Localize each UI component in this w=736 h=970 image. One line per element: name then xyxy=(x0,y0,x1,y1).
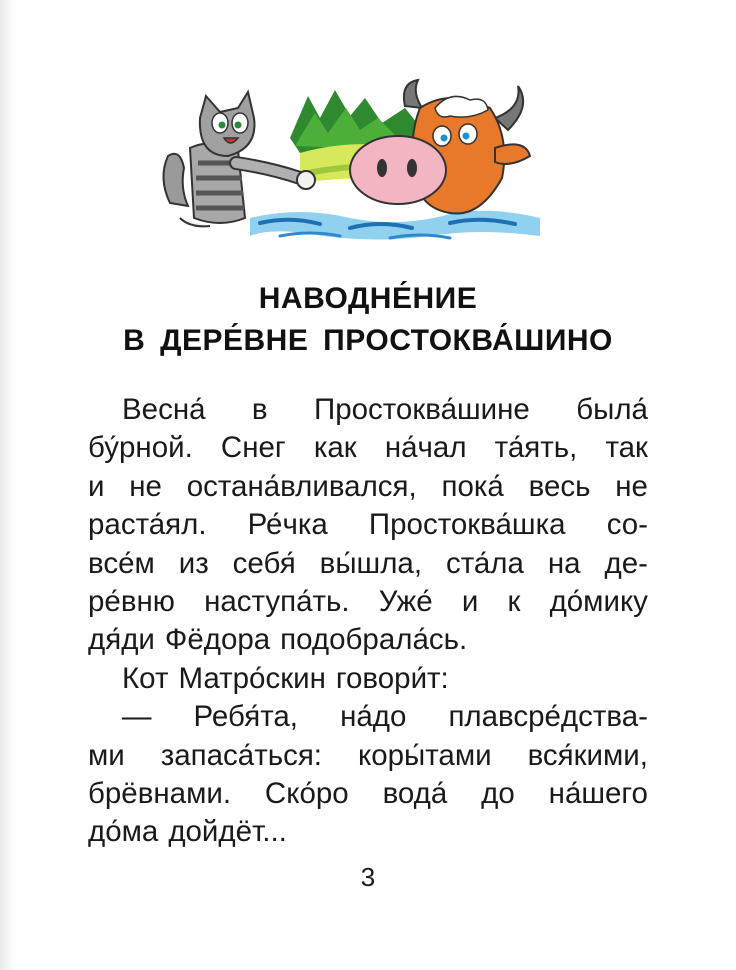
word: Кот xyxy=(122,661,169,695)
word: запаса́ться: xyxy=(160,738,323,772)
word: бу́рной. xyxy=(88,431,193,465)
flood-water xyxy=(250,211,540,240)
word: весь xyxy=(528,469,591,503)
word: Уже́ xyxy=(378,584,433,618)
text-line xyxy=(88,429,648,467)
word: остана́вливался, xyxy=(186,469,417,503)
page-edge-shadow xyxy=(0,0,14,970)
word: со- xyxy=(606,508,648,542)
word: — xyxy=(122,700,152,734)
word: подобрала́сь. xyxy=(280,623,468,657)
word: де- xyxy=(604,546,648,580)
word: и xyxy=(461,584,479,618)
word: и xyxy=(88,469,105,503)
word: на́до xyxy=(340,700,407,734)
word: Матро́скин xyxy=(178,661,326,695)
word: наступа́ть. xyxy=(204,584,350,618)
word: себя́ xyxy=(232,546,296,580)
word: Простоква́шине xyxy=(313,393,530,426)
word: Ре́чка xyxy=(247,508,328,542)
word: раста́ял. xyxy=(88,508,207,542)
word: на́шего xyxy=(548,776,648,810)
cat-matroskin xyxy=(163,92,315,226)
word: до́ма xyxy=(88,815,159,849)
chapter-title xyxy=(0,278,736,362)
text-line xyxy=(88,583,648,621)
word: Ребя́та, xyxy=(193,700,299,734)
word: Простоква́шка xyxy=(368,508,566,542)
word: все́м xyxy=(88,546,155,580)
word: до́мику xyxy=(549,584,648,618)
word: Ско́ро xyxy=(264,776,349,810)
word: Фёдора xyxy=(164,623,271,657)
word: пока́ xyxy=(441,469,504,503)
word: на́чал xyxy=(384,431,467,465)
word: к xyxy=(507,584,521,618)
word: Весна́ xyxy=(122,393,206,426)
word: в xyxy=(251,393,268,426)
word: говори́т: xyxy=(335,661,449,695)
word: брёвнами. xyxy=(88,776,232,810)
word: как xyxy=(313,431,357,465)
text-line xyxy=(88,775,648,813)
cow-murka xyxy=(350,80,530,214)
page-number: 3 xyxy=(360,862,376,892)
text-line xyxy=(88,506,648,544)
word: ре́вню xyxy=(88,584,175,618)
word: вся́кими, xyxy=(527,738,648,772)
text-line xyxy=(88,698,648,736)
chapter-title-line-1: НАВОДНЕ́НИЕ xyxy=(258,282,478,315)
text-line xyxy=(88,621,648,659)
word: из xyxy=(178,546,209,580)
word: дойдёт... xyxy=(168,815,287,849)
word: Снег xyxy=(220,431,286,465)
text-line xyxy=(88,468,648,506)
word: вода́ xyxy=(382,776,448,810)
text-line xyxy=(88,737,648,775)
word: ми xyxy=(88,738,125,772)
word: не xyxy=(129,469,162,503)
text-line xyxy=(88,660,648,698)
chapter-title-line-2: В ДЕРЕ́ВНЕ ПРОСТОКВА́ШИНО xyxy=(123,324,613,357)
illustration-cat-and-cow xyxy=(150,78,550,248)
word: та́ять, xyxy=(494,431,578,465)
text-line xyxy=(88,545,648,583)
text-line xyxy=(88,813,648,851)
word: была́ xyxy=(576,393,648,426)
word: плавсре́дства- xyxy=(448,700,648,734)
word: на xyxy=(547,546,581,580)
word: дя́ди xyxy=(88,623,155,657)
word: коры́тами xyxy=(357,738,492,772)
word: вы́шла, xyxy=(319,546,423,580)
text-line xyxy=(88,391,648,429)
story-text xyxy=(88,391,648,852)
word: так xyxy=(605,431,648,465)
word: не xyxy=(615,469,648,503)
word: ста́ла xyxy=(445,546,524,580)
word: до xyxy=(481,776,515,810)
